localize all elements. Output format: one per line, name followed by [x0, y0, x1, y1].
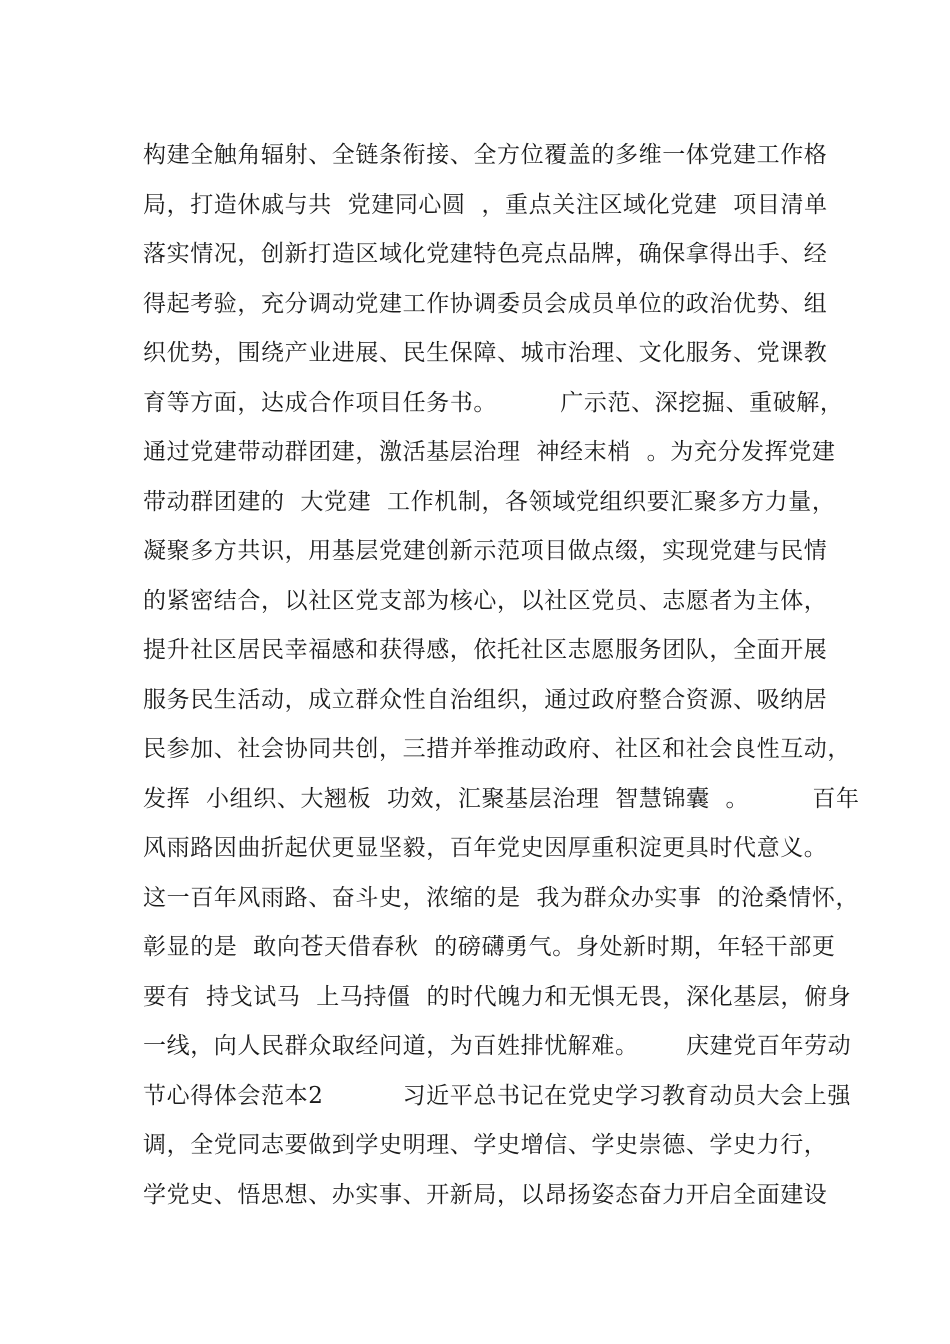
text-line: 织优势，围绕产业进展、民生保障、城市治理、文化服务、党课教	[143, 340, 828, 366]
text-line: 育等方面，达成合作项目任务书。 广示范、深挖掘、重破解，	[143, 389, 844, 416]
text-line: 节心得体会范本2 习近平总书记在党史学习教育动员大会上强	[143, 1082, 851, 1109]
text-line: 构建全触角辐射、全链条衔接、全方位覆盖的多维一体党建工作格	[143, 142, 828, 168]
text-line: 调，全党同志要做到学史明理、学史增信、学史崇德、学史力行，	[143, 1132, 828, 1158]
text-line: 民参加、社会协同共创，三措并举推动政府、社区和社会良性互动，	[143, 736, 851, 762]
text-line: 局，打造休戚与共 党建同心圆 ，重点关注区域化党建 项目清单	[143, 191, 828, 218]
text-line: 这一百年风雨路、奋斗史，浓缩的是 我为群众办实事 的沧桑情怀，	[143, 884, 860, 911]
text-line: 风雨路因曲折起伏更显坚毅，百年党史因厚重积淀更具时代意义。	[143, 835, 828, 861]
text-line: 一线，向人民群众取经问道，为百姓排忧解难。 庆建党百年劳动	[143, 1033, 852, 1059]
text-line: 提升社区居民幸福感和获得感，依托社区志愿服务团队，全面开展	[143, 637, 828, 663]
text-line: 通过党建带动群团建，激活基层治理 神经末梢 。为充分发挥党建	[143, 439, 836, 465]
text-line: 要有 持戈试马 上马持僵 的时代魄力和无惧无畏，深化基层，俯身	[143, 983, 852, 1010]
text-line: 落实情况，创新打造区域化党建特色亮点品牌，确保拿得出手、经	[143, 241, 828, 267]
text-line: 得起考验，充分调动党建工作协调委员会成员单位的政治优势、组	[143, 290, 828, 317]
text-line: 发挥 小组织、大翘板 功效，汇聚基层治理 智慧锦囊 。 百年	[143, 785, 860, 812]
text-line: 的紧密结合，以社区党支部为核心，以社区党员、志愿者为主体，	[143, 587, 828, 614]
body-text	[143, 131, 860, 1220]
text-line: 凝聚多方共识，用基层党建创新示范项目做点缀，实现党建与民情	[143, 538, 828, 564]
text-line: 服务民生活动，成立群众性自治组织，通过政府整合资源、吸纳居	[143, 686, 828, 713]
text-line: 带动群团建的 大党建 工作机制，各领域党组织要汇聚多方力量，	[143, 488, 836, 515]
text-line: 学党史、悟思想、办实事、开新局，以昂扬姿态奋力开启全面建设	[143, 1181, 828, 1208]
text-line: 彰显的是 敢向苍天借春秋 的磅礴勇气。身处新时期，年轻干部更	[143, 934, 836, 960]
